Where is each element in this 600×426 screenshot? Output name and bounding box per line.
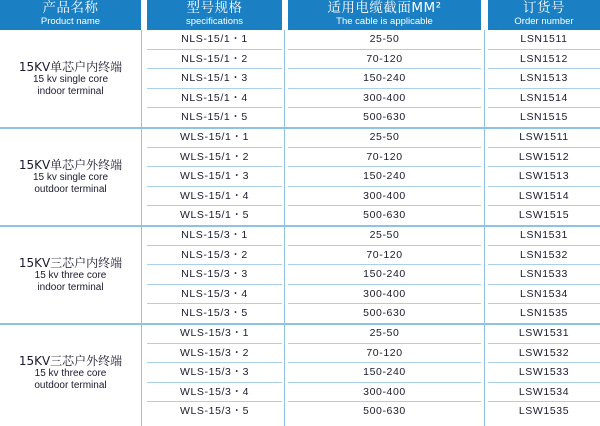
table-row: [141, 187, 600, 207]
cable-size-cell: 150-240: [363, 268, 406, 281]
header-product-cn: 产品名称: [42, 0, 99, 16]
spec-cell: NLS-15/1・3: [181, 72, 248, 85]
header-spec-en: specifications: [185, 16, 244, 27]
cable-size-cell: 150-240: [363, 170, 406, 183]
cable-size-cell: 300-400: [363, 189, 406, 202]
cable-size-cell: 300-400: [363, 385, 406, 398]
order-number-cell: LSN1512: [520, 52, 568, 65]
cable-size-cell: 150-240: [363, 72, 406, 85]
header-cable-en: The cable is applicable: [336, 16, 433, 27]
header-product: [0, 0, 141, 30]
order-number-cell: LSW1535: [518, 405, 570, 418]
order-number-cell: LSN1515: [520, 111, 568, 124]
product-name-cn: 15KV单芯户内终端: [18, 60, 123, 74]
product-name-en: 15 kv three core: [34, 368, 107, 379]
product-name-en: 15 kv single core: [32, 74, 109, 85]
product-name-en: indoor terminal: [37, 86, 104, 97]
table-row: [141, 89, 600, 109]
table-row: [141, 246, 600, 266]
cable-size-cell: 70-120: [366, 346, 403, 359]
spec-cell: NLS-15/1・5: [181, 111, 248, 124]
cable-size-cell: 500-630: [363, 111, 406, 124]
spec-cell: NLS-15/3・3: [181, 268, 248, 281]
table-row: [141, 344, 600, 364]
order-number-cell: LSW1512: [518, 150, 570, 163]
order-number-cell: LSW1514: [518, 189, 570, 202]
table-row: [141, 402, 600, 422]
cable-size-cell: 70-120: [366, 150, 403, 163]
product-name-en: indoor terminal: [37, 282, 104, 293]
order-number-cell: LSW1515: [518, 209, 570, 222]
product-name-cn: 15KV单芯户外终端: [18, 158, 123, 172]
cable-size-cell: 25-50: [369, 131, 400, 143]
cable-size-cell: 300-400: [363, 91, 406, 104]
product-name-cn: 15KV三芯户内终端: [18, 256, 123, 270]
spec-cell: NLS-15/3・2: [181, 248, 248, 261]
table-row: [141, 128, 600, 148]
cable-size-cell: 25-50: [369, 33, 400, 45]
spec-cell: NLS-15/3・5: [181, 307, 248, 320]
order-number-cell: LSN1533: [520, 268, 568, 281]
order-number-cell: LSW1534: [518, 385, 570, 398]
spec-cell: WLS-15/1・2: [179, 150, 250, 163]
product-group-label: [0, 30, 141, 128]
cable-size-cell: 25-50: [369, 229, 400, 241]
product-name-en: 15 kv single core: [32, 172, 109, 183]
spec-cell: WLS-15/3・1: [179, 327, 250, 339]
table-row: [141, 324, 600, 344]
table-row: [141, 226, 600, 246]
header-order: [488, 0, 600, 30]
cable-size-cell: 500-630: [363, 307, 406, 320]
spec-cell: WLS-15/1・3: [179, 170, 250, 183]
header-spec: [147, 0, 282, 30]
cable-size-cell: 500-630: [363, 405, 406, 418]
header-order-cn: 订货号: [523, 0, 565, 16]
order-number-cell: LSN1531: [520, 229, 568, 241]
header-product-en: Product name: [40, 16, 101, 27]
header-order-en: Order number: [514, 16, 574, 27]
cable-size-cell: 25-50: [369, 327, 400, 339]
spec-cell: WLS-15/3・2: [179, 346, 250, 359]
order-number-cell: LSN1513: [520, 72, 568, 85]
order-number-cell: LSN1532: [520, 248, 568, 261]
product-group: [0, 128, 600, 226]
product-group: [0, 324, 600, 422]
header-spec-cn: 型号规格: [186, 0, 243, 16]
cable-size-cell: 150-240: [363, 366, 406, 379]
product-name-en: outdoor terminal: [34, 184, 107, 195]
product-group-label: [0, 128, 141, 226]
table-row: [141, 167, 600, 187]
product-name-cn: 15KV三芯户外终端: [18, 354, 123, 368]
header-cable: [288, 0, 481, 30]
order-number-cell: LSN1535: [520, 307, 568, 320]
spec-cell: WLS-15/3・3: [179, 366, 250, 379]
spec-cell: NLS-15/3・4: [181, 287, 248, 300]
order-number-cell: LSN1534: [520, 287, 568, 300]
cable-size-cell: 300-400: [363, 287, 406, 300]
table-row: [141, 148, 600, 168]
product-name-en: outdoor terminal: [34, 380, 107, 391]
product-group: [0, 226, 600, 324]
table-row: [141, 285, 600, 305]
table-row: [141, 50, 600, 70]
spec-cell: WLS-15/3・4: [179, 385, 250, 398]
order-number-cell: LSW1511: [519, 131, 569, 143]
table-row: [141, 265, 600, 285]
spec-cell: NLS-15/1・2: [181, 52, 248, 65]
cable-size-cell: 500-630: [363, 209, 406, 222]
order-number-cell: LSW1513: [518, 170, 570, 183]
order-number-cell: LSW1532: [518, 346, 570, 359]
product-group-label: [0, 226, 141, 324]
order-number-cell: LSN1514: [520, 91, 568, 104]
table-row: [141, 363, 600, 383]
order-number-cell: LSW1533: [518, 366, 570, 379]
header-cable-cn: 适用电缆截面MM²: [327, 0, 442, 16]
spec-cell: NLS-15/1・1: [181, 33, 248, 45]
spec-cell: NLS-15/1・4: [181, 91, 248, 104]
product-group: [0, 30, 600, 128]
order-number-cell: LSW1531: [518, 327, 570, 339]
table-row: [141, 69, 600, 89]
table-row: [141, 383, 600, 403]
table-row: [141, 30, 600, 50]
spec-cell: NLS-15/3・1: [181, 229, 248, 241]
cable-size-cell: 70-120: [366, 248, 403, 261]
spec-cell: WLS-15/1・5: [179, 209, 250, 222]
table-row: [141, 206, 600, 226]
spec-cell: WLS-15/3・5: [179, 405, 250, 418]
table-row: [141, 108, 600, 128]
product-name-en: 15 kv three core: [34, 270, 107, 281]
product-group-label: [0, 324, 141, 422]
spec-cell: WLS-15/1・4: [179, 189, 250, 202]
order-number-cell: LSN1511: [520, 33, 568, 45]
cable-size-cell: 70-120: [366, 52, 403, 65]
table-row: [141, 304, 600, 324]
spec-cell: WLS-15/1・1: [179, 131, 250, 143]
